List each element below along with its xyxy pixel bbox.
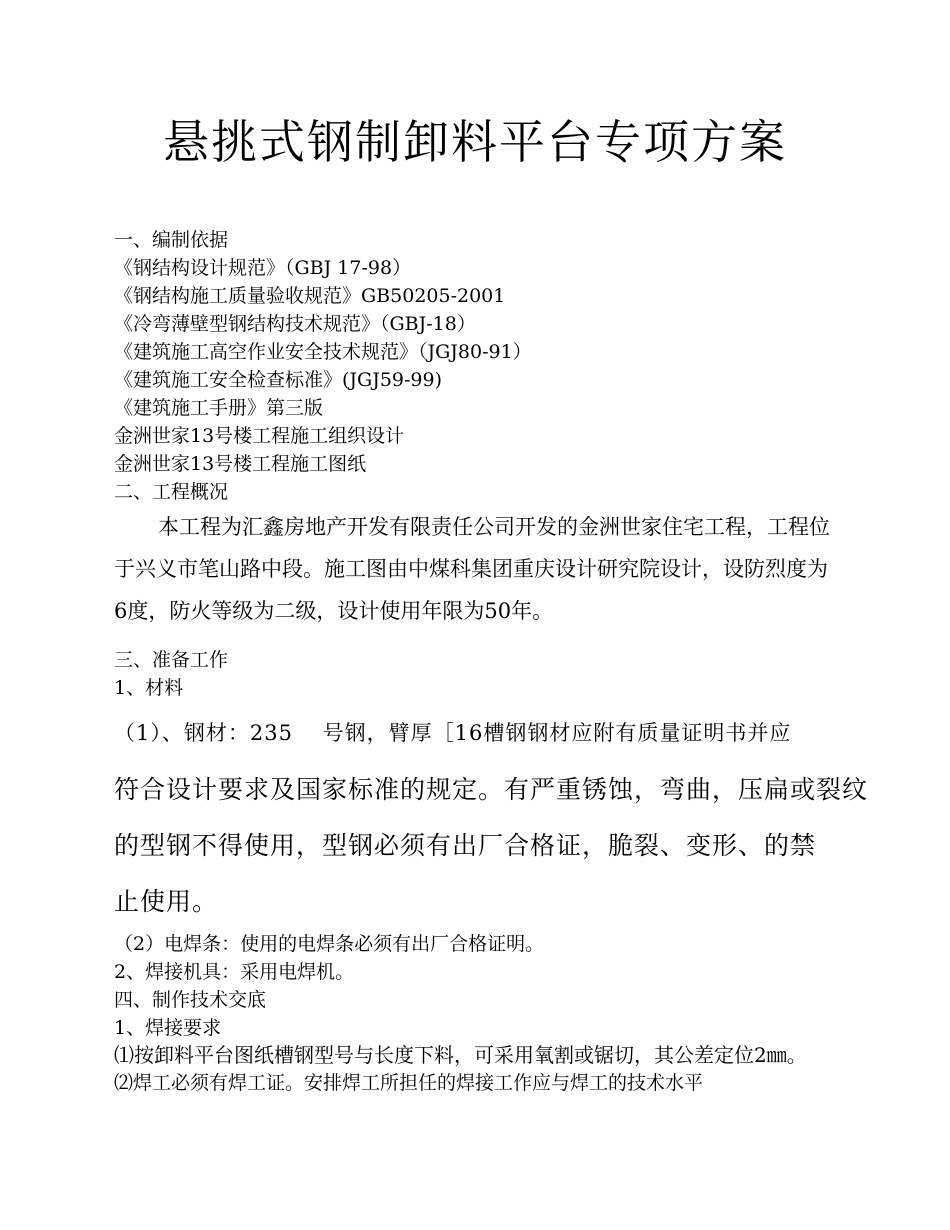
reference-item: 《钢结构施工质量验收规范》GB50205-2001 [114,285,506,307]
section-heading-preparation: 三、准备工作 [114,649,229,671]
steel-requirement-line: 的型钢不得使用，型钢必须有出厂合格证，脆裂、变形、的禁 [114,831,817,860]
subheading-materials: 1、材料 [114,677,184,699]
section-heading-overview: 二、工程概况 [114,481,229,503]
welding-item-2: ⑵焊工必须有焊工证。安排焊工所担任的焊接工作应与焊工的技术水平 [114,1072,704,1094]
reference-item: 《冷弯薄壁型钢结构技术规范》（GBJ-18） [114,313,476,335]
reference-item: 金洲世家13号楼工程施工图纸 [114,453,367,475]
reference-item: 《建筑施工安全检查标准》(JGJ59-99) [114,369,443,391]
electrode-requirement: （2）电焊条：使用的电焊条必须有出厂合格证明。 [114,933,545,955]
reference-item: 《钢结构设计规范》（GBJ 17-98） [114,257,412,279]
overview-paragraph: 本工程为汇鑫房地产开发有限责任公司开发的金洲世家住宅工程，工程位于兴义市笔山路中段。施工图由中煤科集团重庆设计研究院设计，设防烈度为6度，防火等级为二级，设计使用年限为50年。 [114,515,830,623]
reference-item: 《建筑施工高空作业安全技术规范》（JGJ80-91） [114,341,532,363]
subheading-welding-equipment: 2、焊接机具：采用电焊机。 [114,961,355,983]
steel-requirement-line: 符合设计要求及国家标准的规定。有严重锈蚀，弯曲，压扁或裂纹 [114,775,869,804]
subheading-welding-requirements: 1、焊接要求 [114,1017,222,1039]
reference-item: 金洲世家13号楼工程施工组织设计 [114,425,405,447]
reference-item: 《建筑施工手册》第三版 [114,397,324,419]
steel-requirement-line: （1）、钢材：235 号钢，臂厚［16槽钢钢材应附有质量证明书并应 [114,721,792,745]
welding-item-1: ⑴按卸料平台图纸槽钢型号与长度下料，可采用氧割或锯切，其公差定位2㎜。 [114,1043,807,1067]
steel-requirement-line: 止使用。 [114,887,219,916]
section-heading-basis: 一、编制依据 [114,229,229,251]
section-heading-technical: 四、制作技术交底 [114,989,267,1011]
document-body [114,226,869,1097]
page-title: 悬挑式钢制卸料平台专项方案 [163,115,787,169]
